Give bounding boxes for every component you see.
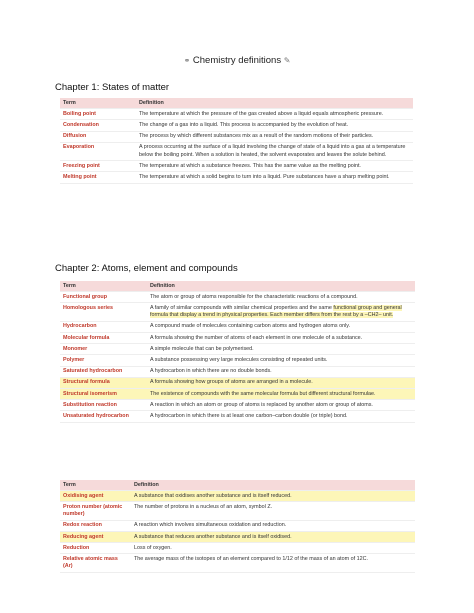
definition-cell (131, 491, 415, 502)
definition-cell (147, 321, 415, 332)
page-title-text: Chemistry definitions (192, 55, 282, 66)
definition-cell (131, 543, 415, 554)
definition-cell (147, 292, 415, 303)
definition-cell (136, 172, 413, 183)
term-cell: Substitution reaction (60, 400, 147, 411)
table-row (60, 109, 413, 120)
table-row (60, 400, 415, 411)
definition-text: A family of similar compounds with similar chemical properties and the same (150, 304, 334, 311)
term-cell: Relative atomic mass (Ar) (60, 554, 131, 572)
term-cell: Proton number (atomic number) (60, 502, 131, 520)
definition-cell (131, 554, 415, 572)
term-cell: Oxidising agent (60, 491, 131, 502)
definition-cell (131, 520, 415, 531)
term-cell: Hydrocarbon (60, 321, 147, 332)
table-row (60, 502, 415, 520)
table-row (60, 344, 415, 355)
definition-text: A substance that reduces another substance and is itself oxidised. (134, 533, 292, 540)
definition-cell (147, 333, 415, 344)
table-row (60, 389, 415, 400)
definition-text: The change of a gas into a liquid. This process is accompanied by the evolution of heat. (139, 121, 349, 128)
definition-text: A formula showing the number of atoms of each element in one molecule of a substance. (150, 334, 363, 341)
definition-text: A formula showing how groups of atoms are arranged in a molecule. (150, 379, 313, 386)
table-row (60, 355, 415, 366)
chapter-1-table (60, 98, 413, 184)
column-header-term: Term (60, 480, 131, 491)
table-row (60, 554, 415, 572)
definition-text: A hydrocarbon in which there are no double bonds. (150, 368, 272, 375)
definition-cell (136, 161, 413, 172)
table-row (60, 120, 413, 131)
table-row (60, 142, 413, 160)
term-cell: Condensation (60, 120, 136, 131)
definition-cell (131, 532, 415, 543)
definition-cell (147, 389, 415, 400)
definition-cell (147, 344, 415, 355)
definition-cell (147, 411, 415, 422)
definition-text: A hydrocarbon in which there is at least one carbon–carbon double (or triple) bond. (150, 412, 348, 419)
table-header (60, 281, 415, 292)
table-row (60, 161, 413, 172)
definition-text: The average mass of the isotopes of an element compared to 1/12 of the mass of an atom of 12C. (134, 555, 369, 562)
term-cell: Polymer (60, 355, 147, 366)
definition-cell (147, 303, 415, 321)
table-row (60, 491, 415, 502)
definition-text: A simple molecule that can be polymerised. (150, 345, 254, 352)
table-row (60, 333, 415, 344)
term-cell: Redox reaction (60, 520, 131, 531)
term-cell: Molecular formula (60, 333, 147, 344)
table-row (60, 520, 415, 531)
chapter-2-table (60, 281, 415, 423)
term-cell: Freezing point (60, 161, 136, 172)
definition-text: A process occurring at the surface of a liquid involving the change of state of a liquid into a gas at a temperature below the boiling point. When a solution is heated, the solvent evaporates and leaves the solute behind. (139, 144, 406, 158)
table-row (60, 172, 413, 183)
definition-text: The temperature at which a solid begins to turn into a liquid. Pure substances have a sharp melting point. (139, 173, 390, 180)
term-cell: Saturated hydrocarbon (60, 366, 147, 377)
column-header-term: Term (60, 281, 147, 292)
table-row (60, 377, 415, 388)
term-cell: Boiling point (60, 109, 136, 120)
definition-text: The temperature at which a substance freezes. This has the same value as the melting point. (139, 162, 361, 169)
definition-text: The number of protons in a nucleus of an atom, symbol Z. (134, 503, 273, 510)
definition-text: A substance that oxidises another substance and is itself reduced. (134, 492, 292, 499)
definition-text: A reaction which involves simultaneous oxidation and reduction. (134, 522, 287, 529)
term-cell: Melting point (60, 172, 136, 183)
table-row (60, 411, 415, 422)
definition-cell (147, 377, 415, 388)
definition-cell (136, 109, 413, 120)
term-cell: Evaporation (60, 142, 136, 160)
definition-text: The existence of compounds with the same molecular formula but different structural formulae. (150, 390, 376, 397)
table-row (60, 131, 413, 142)
column-header-definition: Definition (131, 480, 415, 491)
table-row (60, 366, 415, 377)
term-cell: Diffusion (60, 131, 136, 142)
table-row (60, 321, 415, 332)
table-header (60, 98, 413, 109)
definition-cell (147, 400, 415, 411)
notebook-pencil-icon: ✎ (283, 56, 291, 65)
column-header-definition: Definition (147, 281, 415, 292)
page-title (0, 55, 474, 66)
definition-cell (136, 120, 413, 131)
definition-text: A reaction in which an atom or group of atoms is replaced by another atom or group of atoms. (150, 401, 373, 408)
table-row (60, 543, 415, 554)
definition-cell (147, 355, 415, 366)
definition-text: The process by which different substances mix as a result of the random motions of their particles. (139, 133, 374, 140)
definition-cell (136, 142, 413, 160)
definition-cell (147, 366, 415, 377)
definition-text: A substance possessing very large molecules consisting of repeated units. (150, 356, 328, 363)
term-cell: Reducing agent (60, 532, 131, 543)
definition-text: A compound made of molecules containing carbon atoms and hydrogen atoms only. (150, 323, 351, 330)
definition-cell (136, 131, 413, 142)
table-row (60, 292, 415, 303)
definition-text: The temperature at which the pressure of the gas created above a liquid equals atmospheric pressure. (139, 110, 384, 117)
term-cell: Homologous series (60, 303, 147, 321)
term-cell: Functional group (60, 292, 147, 303)
term-cell: Structural formula (60, 377, 147, 388)
table-header (60, 480, 415, 491)
definition-text: Loss of oxygen. (134, 544, 172, 551)
term-cell: Monomer (60, 344, 147, 355)
chapter-2-heading: Chapter 2: Atoms, element and compounds (55, 263, 238, 274)
chapter-3-table (60, 480, 415, 573)
column-header-definition: Definition (136, 98, 413, 109)
chapter-1-heading: Chapter 1: States of matter (55, 82, 170, 93)
table-row (60, 532, 415, 543)
definition-cell (131, 502, 415, 520)
definition-text: The atom or group of atoms responsible for the characteristic reactions of a compound. (150, 293, 358, 300)
table-row (60, 303, 415, 321)
test-tube-icon: ⚭ (183, 56, 191, 65)
column-header-term: Term (60, 98, 136, 109)
term-cell: Structural isomerism (60, 389, 147, 400)
term-cell: Unsaturated hydrocarbon (60, 411, 147, 422)
definition-highlighted-text: functional group and general formula that display a trend in physical properties. Each member differs from the rest by a –CH2– unit. (150, 304, 402, 319)
term-cell: Reduction (60, 543, 131, 554)
